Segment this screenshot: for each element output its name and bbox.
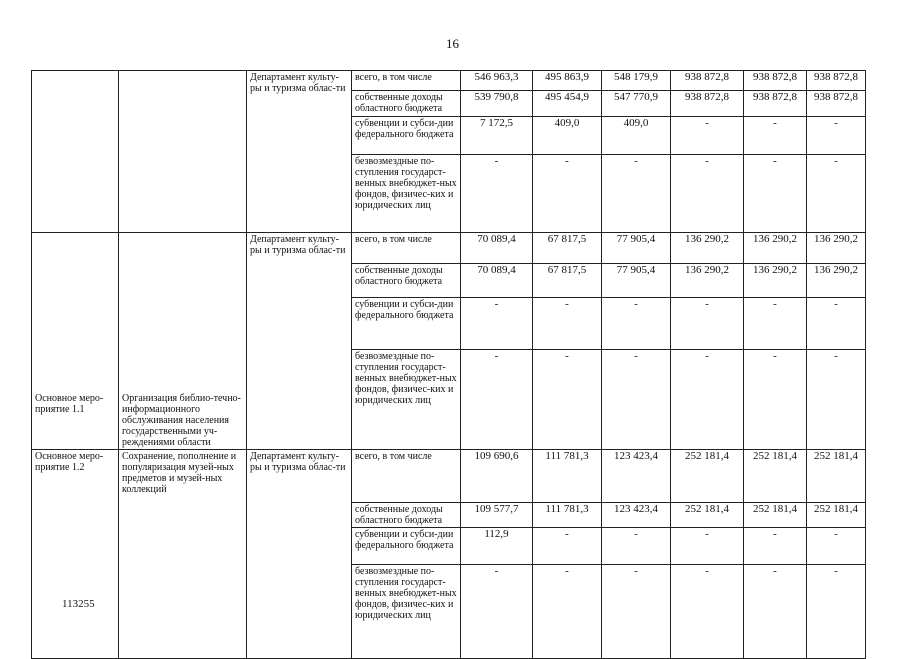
funding-source-label: безвозмездные по-ступления государст-венных внебюджет-ных фондов, физичес-ких и юридических лиц [352,565,461,659]
amount-cell: 136 290,2 [807,264,866,298]
amount-cell: 136 290,2 [744,233,807,264]
funding-source-label: собственные доходы областного бюджета [352,503,461,528]
amount-cell: 548 179,9 [602,71,671,91]
executor-cell [247,450,352,659]
executor-name: Департамент культу-ры и туризма облас-ти [250,451,346,473]
amount-cell: - [807,350,866,450]
amount-cell: 123 423,4 [602,503,671,528]
amount-cell: 252 181,4 [807,503,866,528]
amount-cell: - [744,298,807,350]
amount-cell: 109 577,7 [461,503,533,528]
page-number: 16 [446,36,459,51]
event-description: Организация библио-течно-информационного обслуживания населения государственными уч-реждениями области [122,393,241,448]
description-cell [119,233,247,450]
amount-cell: - [671,350,744,450]
amount-cell: 112,9 [461,528,533,565]
amount-cell: - [533,350,602,450]
amount-cell: 547 770,9 [602,91,671,117]
amount-cell: 123 423,4 [602,450,671,503]
amount-cell: 136 290,2 [671,264,744,298]
amount-cell: - [533,528,602,565]
funding-source-label: безвозмездные по-ступления государст-венных внебюджет-ных фондов, физичес-ких и юридических лиц [352,155,461,233]
amount-cell: 495 863,9 [533,71,602,91]
event-cell [32,450,119,659]
amount-cell: - [671,298,744,350]
executor-cell [247,71,352,233]
amount-cell: - [461,350,533,450]
event-name: Основное меро-приятие 1.2 [35,451,104,473]
amount-cell: - [671,155,744,233]
amount-cell: 136 290,2 [671,233,744,264]
amount-cell: 136 290,2 [807,233,866,264]
amount-cell: 546 963,3 [461,71,533,91]
amount-cell: 409,0 [602,117,671,155]
table-row [32,71,866,91]
amount-cell: - [671,528,744,565]
amount-cell: 136 290,2 [744,264,807,298]
amount-cell: - [602,350,671,450]
amount-cell: - [461,565,533,659]
amount-cell: - [602,155,671,233]
amount-cell: - [671,565,744,659]
funding-source-label: всего, в том числе [352,450,461,503]
amount-cell: - [533,298,602,350]
amount-cell: - [461,298,533,350]
amount-cell: 111 781,3 [533,450,602,503]
funding-source-label: субвенции и субси-дии федерального бюджета [352,298,461,350]
amount-cell: 7 172,5 [461,117,533,155]
event-name: Основное меро-приятие 1.1 [35,393,104,415]
amount-cell: - [744,565,807,659]
amount-cell: - [602,298,671,350]
amount-cell: 111 781,3 [533,503,602,528]
funding-source-label: собственные доходы областного бюджета [352,91,461,117]
amount-cell: 938 872,8 [807,91,866,117]
amount-cell: 109 690,6 [461,450,533,503]
amount-cell: - [533,565,602,659]
amount-cell: 70 089,4 [461,233,533,264]
amount-cell: 67 817,5 [533,264,602,298]
amount-cell: 938 872,8 [671,91,744,117]
amount-cell: 252 181,4 [807,450,866,503]
executor-cell [247,233,352,450]
funding-source-label: всего, в том числе [352,71,461,91]
funding-source-label: безвозмездные по-ступления государст-венных внебюджет-ных фондов, физичес-ких и юридических лиц [352,350,461,450]
amount-cell: - [744,528,807,565]
event-description: Сохранение, пополнение и популяризация музей-ных предметов и музей-ных коллекций [122,451,237,495]
event-cell [32,233,119,450]
amount-cell: 539 790,8 [461,91,533,117]
amount-cell: - [671,117,744,155]
amount-cell: 938 872,8 [744,91,807,117]
amount-cell: - [744,155,807,233]
amount-cell: - [744,350,807,450]
budget-table [31,70,866,659]
amount-cell: 252 181,4 [744,503,807,528]
amount-cell: 70 089,4 [461,264,533,298]
event-cell [32,71,119,233]
amount-cell: - [807,565,866,659]
amount-cell: - [744,117,807,155]
amount-cell: 77 905,4 [602,233,671,264]
executor-name: Департамент культу-ры и туризма облас-ти [250,72,346,94]
amount-cell: - [602,528,671,565]
amount-cell: - [602,565,671,659]
amount-cell: - [461,155,533,233]
amount-cell: - [807,528,866,565]
description-cell [119,450,247,659]
amount-cell: 409,0 [533,117,602,155]
table-row [32,233,866,264]
amount-cell: - [807,117,866,155]
amount-cell: 67 817,5 [533,233,602,264]
table-row [32,450,866,503]
funding-source-label: субвенции и субси-дии федерального бюджета [352,117,461,155]
amount-cell: - [807,298,866,350]
amount-cell: - [533,155,602,233]
amount-cell: 77 905,4 [602,264,671,298]
amount-cell: 938 872,8 [744,71,807,91]
amount-cell: - [807,155,866,233]
amount-cell: 252 181,4 [671,450,744,503]
amount-cell: 252 181,4 [671,503,744,528]
amount-cell: 252 181,4 [744,450,807,503]
funding-source-label: собственные доходы областного бюджета [352,264,461,298]
funding-source-label: всего, в том числе [352,233,461,264]
executor-name: Департамент культу-ры и туризма облас-ти [250,234,346,256]
amount-cell: 495 454,9 [533,91,602,117]
funding-source-label: субвенции и субси-дии федерального бюджета [352,528,461,565]
amount-cell: 938 872,8 [807,71,866,91]
description-cell [119,71,247,233]
amount-cell: 938 872,8 [671,71,744,91]
document-code: 113255 [62,598,95,610]
